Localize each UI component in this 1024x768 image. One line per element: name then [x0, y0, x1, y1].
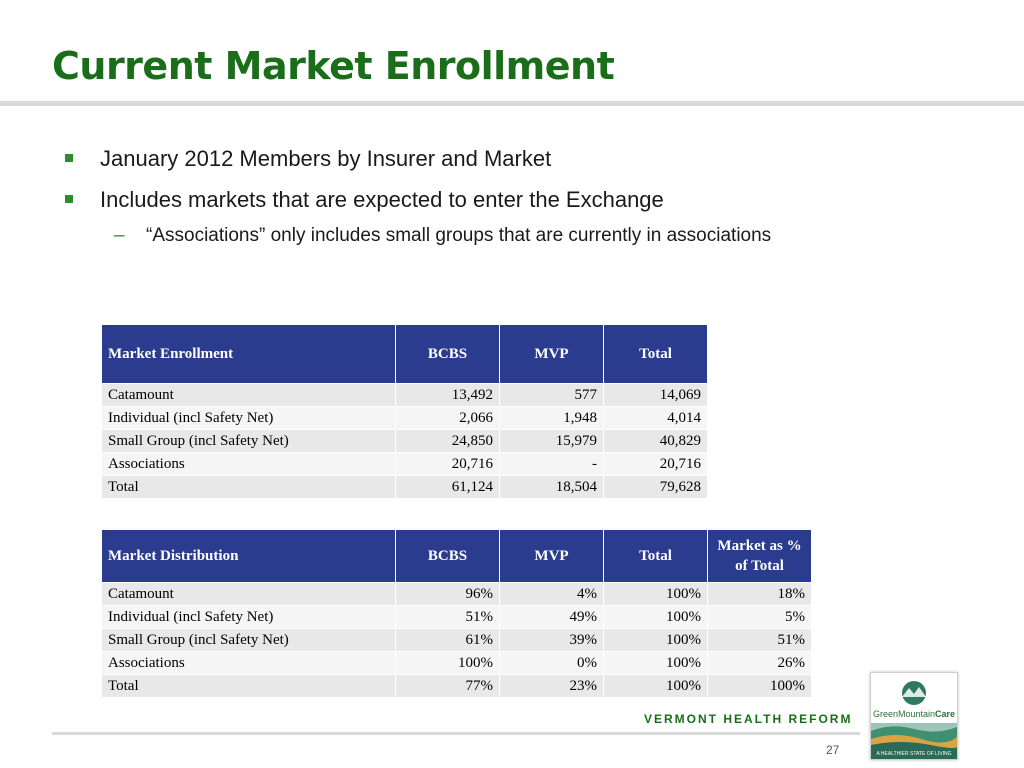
table-cell: 0%: [500, 652, 604, 675]
row-label: Individual (incl Safety Net): [102, 407, 396, 430]
sub-bullet-item: [62, 225, 771, 247]
table-cell: 39%: [500, 629, 604, 652]
enrollment-table: [101, 324, 708, 499]
row-label: Small Group (incl Safety Net): [102, 430, 396, 453]
table-cell: 40,829: [604, 430, 708, 453]
column-header: MVP: [500, 325, 604, 384]
table-cell: 100%: [604, 606, 708, 629]
table-row: [102, 652, 812, 675]
slide-title: Current Market Enrollment: [52, 44, 615, 88]
table-cell: 18%: [708, 583, 812, 606]
dash-bullet-icon: –: [114, 225, 125, 246]
table-cell: 100%: [604, 583, 708, 606]
table-cell: 4,014: [604, 407, 708, 430]
row-label: Total: [102, 675, 396, 698]
table-cell: 14,069: [604, 384, 708, 407]
logo-wordmark: [871, 709, 957, 719]
table-cell: 51%: [708, 629, 812, 652]
bullet-item: [62, 187, 771, 228]
table-cell: 77%: [396, 675, 500, 698]
bullet-text: Includes markets that are expected to enter the Exchange: [100, 187, 664, 212]
row-label: Associations: [102, 652, 396, 675]
table-row: [102, 453, 708, 476]
table-cell: 100%: [604, 675, 708, 698]
table-cell: 20,716: [396, 453, 500, 476]
footer-brand: VERMONT HEALTH REFORM: [644, 712, 853, 726]
table-cell: 13,492: [396, 384, 500, 407]
table-header-row: [102, 325, 708, 384]
table-cell: 51%: [396, 606, 500, 629]
column-header: BCBS: [396, 325, 500, 384]
logo-name-part2: Care: [935, 709, 956, 719]
footer-divider: [52, 732, 860, 735]
square-bullet-icon: [65, 195, 73, 203]
row-label: Total: [102, 476, 396, 499]
table-cell: 49%: [500, 606, 604, 629]
table-row: [102, 407, 708, 430]
table-row: [102, 629, 812, 652]
bullet-text: January 2012 Members by Insurer and Market: [100, 146, 552, 171]
table-cell: 577: [500, 384, 604, 407]
table-row: [102, 430, 708, 453]
table-row: [102, 606, 812, 629]
table-cell: 4%: [500, 583, 604, 606]
table-cell: 2,066: [396, 407, 500, 430]
title-divider: [0, 101, 1024, 106]
table-cell: 100%: [396, 652, 500, 675]
table-row-total: [102, 476, 708, 499]
column-header: MVP: [500, 530, 604, 583]
table-cell: 26%: [708, 652, 812, 675]
green-mountain-care-logo: [870, 672, 958, 760]
row-label: Individual (incl Safety Net): [102, 606, 396, 629]
row-label: Small Group (incl Safety Net): [102, 629, 396, 652]
column-header: Market as % of Total: [708, 530, 812, 583]
bullet-list: [62, 146, 771, 247]
row-label: Associations: [102, 453, 396, 476]
table-row-total: [102, 675, 812, 698]
page-number: 27: [826, 743, 840, 757]
table-cell: 20,716: [604, 453, 708, 476]
table-cell: 100%: [604, 652, 708, 675]
bullet-item: [62, 146, 771, 187]
table-cell: 61,124: [396, 476, 500, 499]
table-cell: 18,504: [500, 476, 604, 499]
column-header: Total: [604, 530, 708, 583]
table-cell: 5%: [708, 606, 812, 629]
table-cell: 15,979: [500, 430, 604, 453]
row-label: Catamount: [102, 384, 396, 407]
table-cell: 23%: [500, 675, 604, 698]
table-cell: 79,628: [604, 476, 708, 499]
sub-bullet-text: “Associations” only includes small groups that are currently in associations: [146, 225, 772, 246]
column-header: Market Enrollment: [102, 325, 396, 384]
row-label: Catamount: [102, 583, 396, 606]
table-cell: 100%: [604, 629, 708, 652]
column-header: BCBS: [396, 530, 500, 583]
table-cell: 24,850: [396, 430, 500, 453]
square-bullet-icon: [65, 154, 73, 162]
table-row: [102, 583, 812, 606]
table-header-row: [102, 530, 812, 583]
column-header: Total: [604, 325, 708, 384]
table-cell: -: [500, 453, 604, 476]
table-row: [102, 384, 708, 407]
table-cell: 96%: [396, 583, 500, 606]
distribution-table: [101, 529, 812, 698]
column-header: Market Distribution: [102, 530, 396, 583]
logo-tagline: A HEALTHIER STATE OF LIVING: [876, 751, 952, 757]
table-cell: 61%: [396, 629, 500, 652]
logo-name-part1: GreenMountain: [872, 709, 936, 719]
table-cell: 1,948: [500, 407, 604, 430]
table-cell: 100%: [708, 675, 812, 698]
